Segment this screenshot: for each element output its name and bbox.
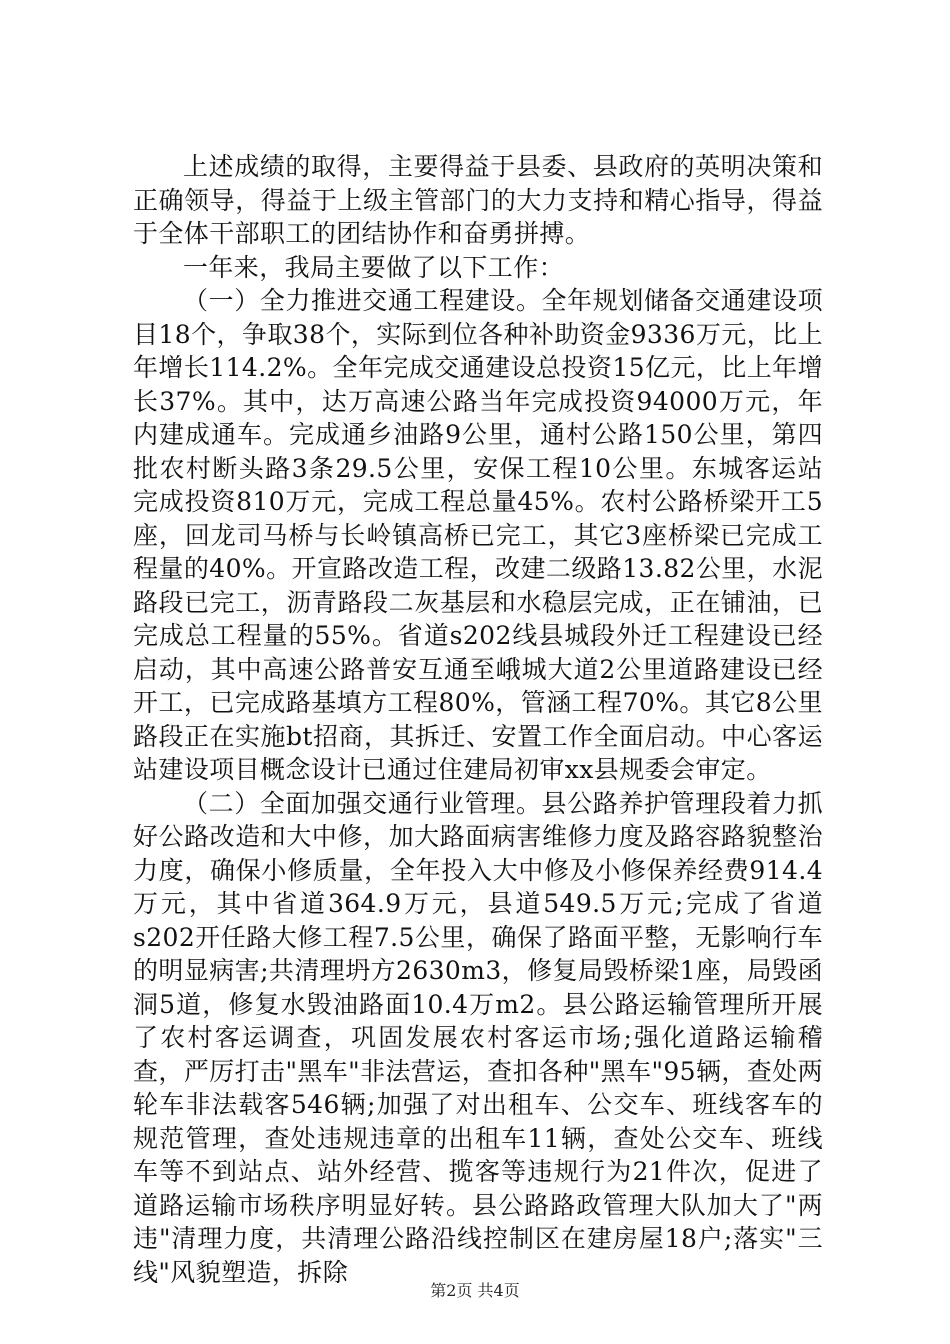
document-body (133, 150, 823, 1289)
paragraph-acknowledgement: 上述成绩的取得，主要得益于县委、县政府的英明决策和正确领导，得益于上级主管部门的大力支持和精心指导，得益于全体干部职工的团结协作和奋勇拼搏。 (133, 152, 823, 248)
paragraph-section-1: （一）全力推进交通工程建设。全年规划储备交通建设项目18个，争取38个，实际到位各种补助资金9336万元，比上年增长114.2%。全年完成交通建设总投资15亿元，比上年增长37%。其中，达万高速公路当年完成投资94000万元，年内建成通车。完成通乡油路9公里，通村公路150公里，第四批农村断头路3条29.5公里，安保工程10公里。东城客运站完成投资810万元，完成工程总量45%。农村公路桥梁开工5座，回龙司马桥与长岭镇高桥已完工，其它3座桥梁已完成工程量的40%。开宣路改造工程，改建二级路13.82公里，水泥路段已完工，沥青路段二灰基层和水稳层完成，正在铺油，已完成总工程量的55%。省道s202线县城段外迁工程建设已经启动，其中高速公路普安互通至峨城大道2公里道路建设已经开工，已完成路基填方工程80%，管涵工程70%。其它8公里路段正在实施bt招商，其拆迁、安置工作全面启动。中心客运站建设项目概念设计已通过住建局初审xx县规委会审定。 (133, 286, 823, 784)
paragraph-section-2: （二）全面加强交通行业管理。县公路养护管理段着力抓好公路改造和大中修，加大路面病害维修力度及路容路貌整治力度，确保小修质量，全年投入大中修及小修保养经费914.4万元，其中省道364.9万元，县道549.5万元;完成了省道s202开任路大修工程7.5公里，确保了路面平整，无影响行车的明显病害;共清理坍方2630m3，修复局毁桥梁1座，局毁函洞5道，修复水毁油路面10.4万m2。县公路运输管理所开展了农村客运调查，巩固发展农村客运市场;强化道路运输稽查，严厉打击"黑车"非法营运，查扣各种"黑车"95辆，查处两轮车非法载客546辆;加强了对出租车、公交车、班线客车的规范管理，查处违规违章的出租车11辆，查处公交车、班线车等不到站点、站外经营、揽客等违规行为21件次，促进了道路运输市场秩序明显好转。县公路路政管理大队加大了"两违"清理力度，共清理公路沿线控制区在建房屋18户;落实"三线"风貌塑造，拆除 (133, 788, 823, 1287)
page-number-footer: 第2页 共4页 (430, 1281, 520, 1300)
paragraph-intro: 一年来，我局主要做了以下工作： (183, 252, 565, 282)
